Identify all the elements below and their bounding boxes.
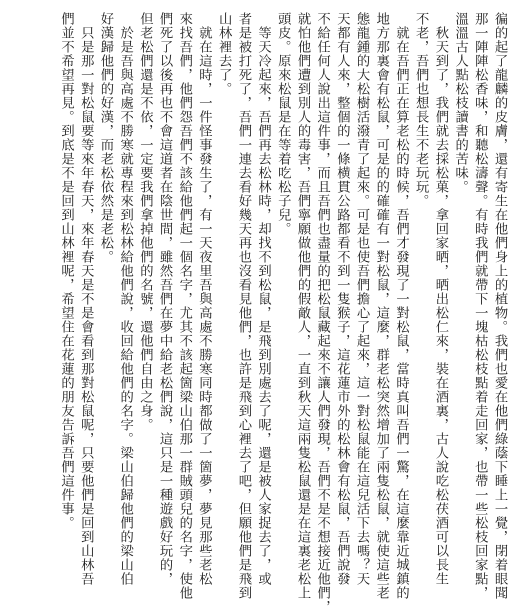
text-line: 就怕他們遭到別人的毒害，吾們寧願做他們的假敵人，一直到秋天這兩隻松鼠還是在這裏老松上 xyxy=(294,12,310,600)
text-line: 不給任何人說出這件事，而且吾們也盡量的把松鼠藏起來不讓人們發現，吾們不是不想接近他們， xyxy=(314,12,330,614)
text-line: 們並不希望再見。到底是不是回到山林裡呢，希望住在花蓮的朋友告訴吾們這件事。 xyxy=(58,12,74,530)
text-line: 徧的起了龍麟的皮膚，還有寄生在他們身上的植物。我們也愛在他們綠蔭下睡上一覺，閉着眼聞 xyxy=(492,12,507,600)
text-line: 就在這時，一件怪事發生了，有一天夜里吾與高處不勝寒同時都做了一箇夢，夢見那些老松 xyxy=(196,12,212,586)
text-line: 天都有人來，整個的一條横貫公路都看不到一隻猴子，這花蓮市外的松林會有松鼠，吾們說發 xyxy=(334,12,350,586)
text-line: 態龍鍾的大松樹活潑青了起來。可是也使吾們擔心了起來，這一對松鼠能在這兒活下去嗎？天 xyxy=(354,12,370,586)
text-line: 只是那一對松鼠要等來年春天，來年春天是不是會看到那對松鼠呢，只要他們是回到山林吾 xyxy=(78,12,94,586)
text-line: 頭皮。原來松鼠是在等着吃松子兒。 xyxy=(275,12,291,236)
text-line: 不老，吾們也想長生不老玩玩。 xyxy=(413,12,429,208)
text-line: 好漢歸他們的好漢，而老松依然是老松。 xyxy=(97,12,113,264)
text-line: 地方那裏會有松鼠，可是的的確確有一對松鼠，這麼，群老松突然增加了兩隻松鼠，就使這些老 xyxy=(373,12,389,600)
text-line: 等天冷起來，吾們再去松林時，却找不到松鼠，是飛到別處去了呢，還是被人家捉去了，或 xyxy=(255,12,271,586)
text-line: 者是被打死了，吾們一連去看好幾天再也沒看見他們，也許是飛到心裡去了吧，但願他們是飛到 xyxy=(235,12,251,600)
text-line: 來找吾們，他們怨吾們不該給他們起一個名字，尤其不該起箇梁山伯那一群賊頭兒的名字，使他 xyxy=(176,12,192,600)
text-line: 們死了以後再也不會這道者在陰世間，雖然吾們在夢中給老松們說，這只是一種遊戲好玩的， xyxy=(157,12,173,586)
vertical-text-body xyxy=(56,12,509,614)
text-line: 山林裡去了。 xyxy=(216,12,232,96)
text-line: 秋天到了，我們就去採松菓，拿回家晒，晒出松仁來，裝在酒裏，古人說吃松茯酒可以長生 xyxy=(432,12,448,586)
text-line: 那一陣陣松香味，和聽松濤聲。有時我們就帶下一塊枯松枝點着走回家，也帶一些松枝回家點， xyxy=(472,12,488,600)
text-line: 就在吾們正在算老松的時候，吾們才發現了一對松鼠，當時真叫吾們一驚，在這麼靠近城鎮的 xyxy=(393,12,409,600)
text-line: 於是吾與高處不勝寒就專程來到松林給他們說，收回給他們的名字。梁山伯歸他們的梁山伯 xyxy=(117,12,133,586)
text-line: 溫溫古人點松枝讀書的苦味。 xyxy=(452,12,468,194)
text-line: 但老松們還是不依，一定要我們拿掉他們的名號，還他們自由之身。 xyxy=(137,12,153,432)
